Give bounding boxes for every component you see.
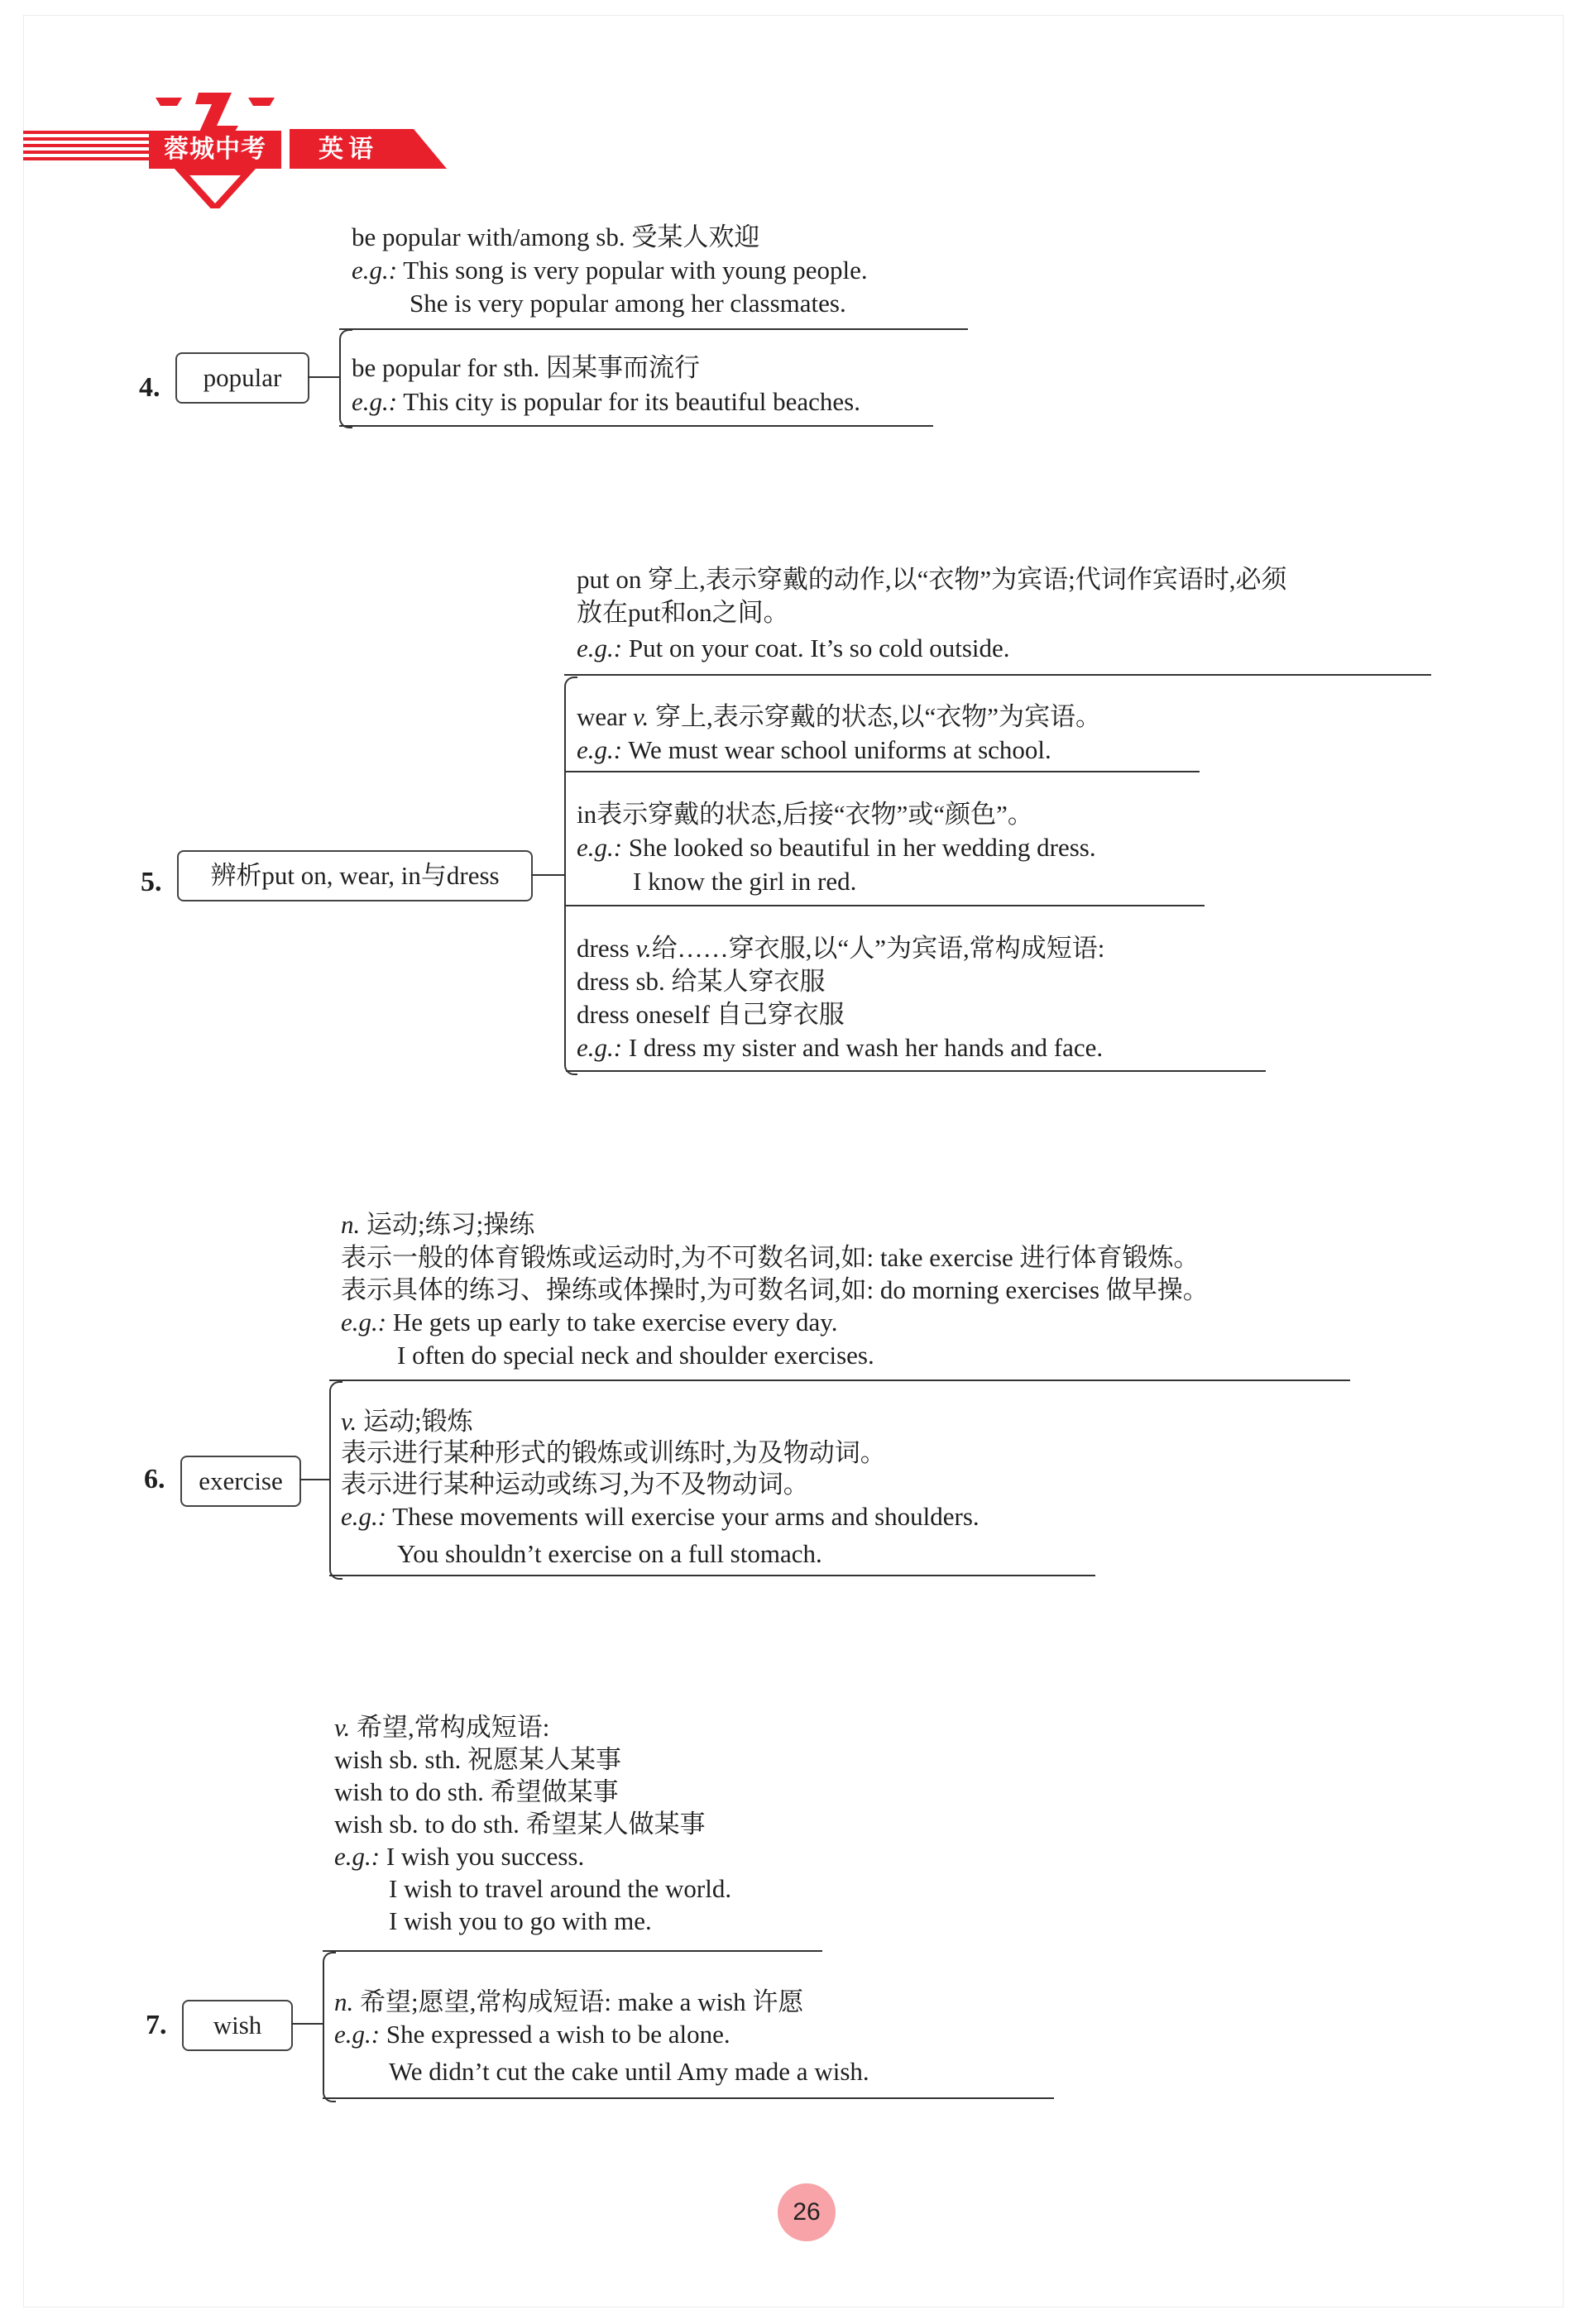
text-line: 表示进行某种形式的锻炼或训练时,为及物动词。 xyxy=(341,1438,886,1467)
logo-text: 蓉城中考 xyxy=(149,131,281,169)
text-line: e.g.: Put on your coat. It’s so cold outside. xyxy=(577,634,1010,662)
rule xyxy=(566,905,1205,906)
rule xyxy=(339,425,933,427)
text-line: e.g.: This song is very popular with young people. xyxy=(352,256,868,285)
brace xyxy=(339,329,352,428)
item-number: 4. xyxy=(139,372,160,403)
text-line: She is very popular among her classmates. xyxy=(410,289,846,318)
text-line: in表示穿戴的状态,后接“衣物”或“颜色”。 xyxy=(577,800,1033,829)
text-line: n. 运动;练习;操练 xyxy=(341,1210,535,1239)
connector xyxy=(291,2023,324,2025)
text-line: e.g.: He gets up early to take exercise every day. xyxy=(341,1308,838,1337)
text-line: e.g.: I wish you success. xyxy=(334,1842,585,1871)
text-line: v. 运动;锻炼 xyxy=(341,1407,473,1436)
page-number: 26 xyxy=(778,2183,836,2241)
text-line: n. 希望;愿望,常构成短语: make a wish 许愿 xyxy=(334,1987,804,2016)
item-number: 6. xyxy=(144,1464,165,1494)
rule xyxy=(329,1575,1095,1576)
keyword-box: exercise xyxy=(180,1456,301,1507)
item-number: 5. xyxy=(141,867,162,897)
text-line: be popular for sth. 因某事而流行 xyxy=(352,353,701,382)
text-line: 表示一般的体育锻炼或运动时,为不可数名词,如: take exercise 进行体育锻炼。 xyxy=(341,1243,1200,1272)
text-line: e.g.: I dress my sister and wash her hands and face. xyxy=(577,1033,1104,1062)
rule xyxy=(566,771,1200,772)
text-line: put on 穿上,表示穿戴的动作,以“衣物”为宾语;代词作宾语时,必须 xyxy=(577,565,1287,594)
rule xyxy=(323,2097,1054,2099)
rule xyxy=(564,674,1431,676)
text-line: I wish to travel around the world. xyxy=(389,1874,732,1903)
rule xyxy=(329,1380,1350,1381)
rule xyxy=(339,328,968,330)
connector xyxy=(299,1479,331,1480)
text-line: dress v.给……穿衣服,以“人”为宾语,常构成短语: xyxy=(577,934,1105,963)
text-line: e.g.: This city is popular for its beautiful beaches. xyxy=(352,387,860,416)
text-line: wear v. 穿上,表示穿戴的状态,以“衣物”为宾语。 xyxy=(577,702,1101,731)
text-line: You shouldn’t exercise on a full stomach. xyxy=(397,1539,822,1568)
connector xyxy=(308,376,341,378)
connector xyxy=(531,874,566,876)
text-line: be popular with/among sb. 受某人欢迎 xyxy=(352,222,760,251)
item-number: 7. xyxy=(146,2010,167,2040)
text-line: e.g.: These movements will exercise your arms and shoulders. xyxy=(341,1502,980,1531)
text-line: I wish you to go with me. xyxy=(389,1906,652,1935)
text-line: I know the girl in red. xyxy=(633,867,857,896)
keyword-box: popular xyxy=(175,352,309,404)
rule xyxy=(566,1070,1266,1072)
text-line: dress oneself 自己穿衣服 xyxy=(577,1000,845,1029)
text-line: I often do special neck and shoulder exercises. xyxy=(397,1341,874,1370)
keyword-box: 辨析put on, wear, in与dress xyxy=(177,850,533,901)
text-line: wish sb. sth. 祝愿某人某事 xyxy=(334,1745,622,1774)
text-line: e.g.: She looked so beautiful in her wedding dress. xyxy=(577,833,1096,862)
brace xyxy=(564,677,577,1075)
keyword-box: wish xyxy=(182,2000,293,2051)
text-line: wish sb. to do sth. 希望某人做某事 xyxy=(334,1810,706,1839)
text-line: wish to do sth. 希望做某事 xyxy=(334,1777,619,1806)
text-line: 表示进行某种运动或练习,为不及物动词。 xyxy=(341,1470,809,1499)
text-line: 放在put和on之间。 xyxy=(577,598,789,627)
text-line: dress sb. 给某人穿衣服 xyxy=(577,967,826,996)
rule xyxy=(323,1950,822,1952)
text-line: e.g.: She expressed a wish to be alone. xyxy=(334,2020,730,2049)
text-line: 表示具体的练习、操练或体操时,为可数名词,如: do morning exercises 做早操。 xyxy=(341,1275,1209,1304)
text-line: e.g.: We must wear school uniforms at school. xyxy=(577,735,1051,764)
text-line: We didn’t cut the cake until Amy made a wish. xyxy=(389,2057,869,2086)
subject-label: 英语 xyxy=(319,135,378,164)
text-line: v. 希望,常构成短语: xyxy=(334,1713,550,1742)
